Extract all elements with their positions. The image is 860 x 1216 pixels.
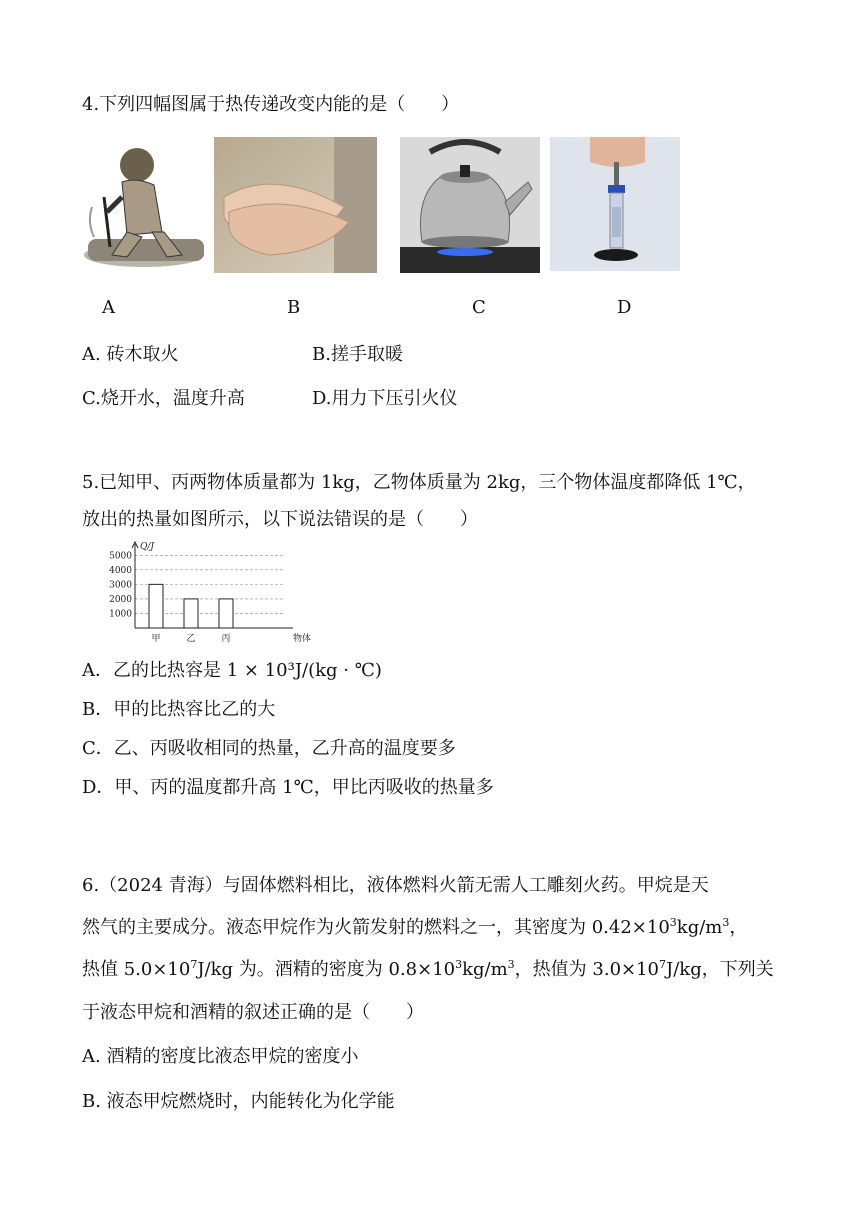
image-label-a: A (102, 297, 115, 318)
q4-option-a: A. 砖木取火 (82, 344, 179, 365)
q5-option-d: D．甲、丙的温度都升高 1℃，甲比丙吸收的热量多 (82, 777, 494, 798)
image-label-c: C (472, 297, 486, 318)
q6-line4: 于液态甲烷和酒精的叙述正确的是（ ） (82, 1002, 424, 1023)
x-tick-label: 甲 (151, 634, 161, 644)
q6-option-a: A. 酒精的密度比液态甲烷的密度小 (82, 1046, 359, 1067)
bar-乙 (184, 599, 198, 628)
q6-line3: 热值 $5.0\times 10^7J/kg$ 为。酒精的密度为 $0.8\times 10^3kg/m^3$，热值为 $3.0\times 10^7J/kg$，下列关 (82, 958, 774, 980)
drilling-wood-illustration (82, 137, 207, 273)
q5-option-b: B．甲的比热容比乙的大 (82, 699, 276, 720)
q6-line1: 6.（2024 青海）与固体燃料相比，液体燃料火箭无需人工雕刻火药。甲烷是天 (82, 875, 709, 896)
bar-甲 (149, 584, 163, 628)
x-tick-label: 乙 (186, 634, 196, 644)
x-axis-label: 物体 (293, 634, 312, 644)
image-label-d: D (617, 297, 632, 318)
q4-stem: 4.下列四幅图属于热传递改变内能的是（ ） (82, 94, 460, 115)
y-tick-label: 4000 (109, 565, 132, 576)
y-tick-label: 2000 (109, 594, 132, 605)
q4-option-d: D.用力下压引火仪 (312, 388, 458, 409)
q4-option-b: B.搓手取暖 (312, 344, 403, 365)
heat-bar-chart (100, 540, 312, 645)
y-tick-label: 5000 (109, 551, 132, 562)
y-tick-label: 1000 (109, 609, 132, 620)
fire-piston-photo (550, 137, 680, 271)
y-tick-label: 3000 (109, 580, 132, 591)
q4-option-c: C.烧开水，温度升高 (82, 388, 245, 409)
rubbing-hands-photo (214, 137, 377, 273)
q5-option-a: A．乙的比热容是 1 × 10³J/(kg · ℃) (82, 660, 382, 681)
q6-option-b: B. 液态甲烷燃烧时，内能转化为化学能 (82, 1091, 395, 1112)
kettle-on-stove-photo (400, 137, 540, 273)
q5-stem-line1: 5.已知甲、丙两物体质量都为 1kg，乙物体质量为 2kg，三个物体温度都降低 1℃， (82, 472, 756, 493)
bar-丙 (219, 599, 233, 628)
q5-option-c: C．乙、丙吸收相同的热量，乙升高的温度要多 (82, 738, 456, 759)
y-axis-label: Q/J (140, 542, 155, 552)
q6-line2: 然气的主要成分。液态甲烷作为火箭发射的燃料之一，其密度为 $0.42\times 10^3kg/m^3$， (82, 916, 748, 938)
q5-stem-line2: 放出的热量如图所示，以下说法错误的是（ ） (82, 509, 478, 530)
x-tick-label: 丙 (221, 634, 231, 644)
image-label-b: B (287, 297, 301, 318)
